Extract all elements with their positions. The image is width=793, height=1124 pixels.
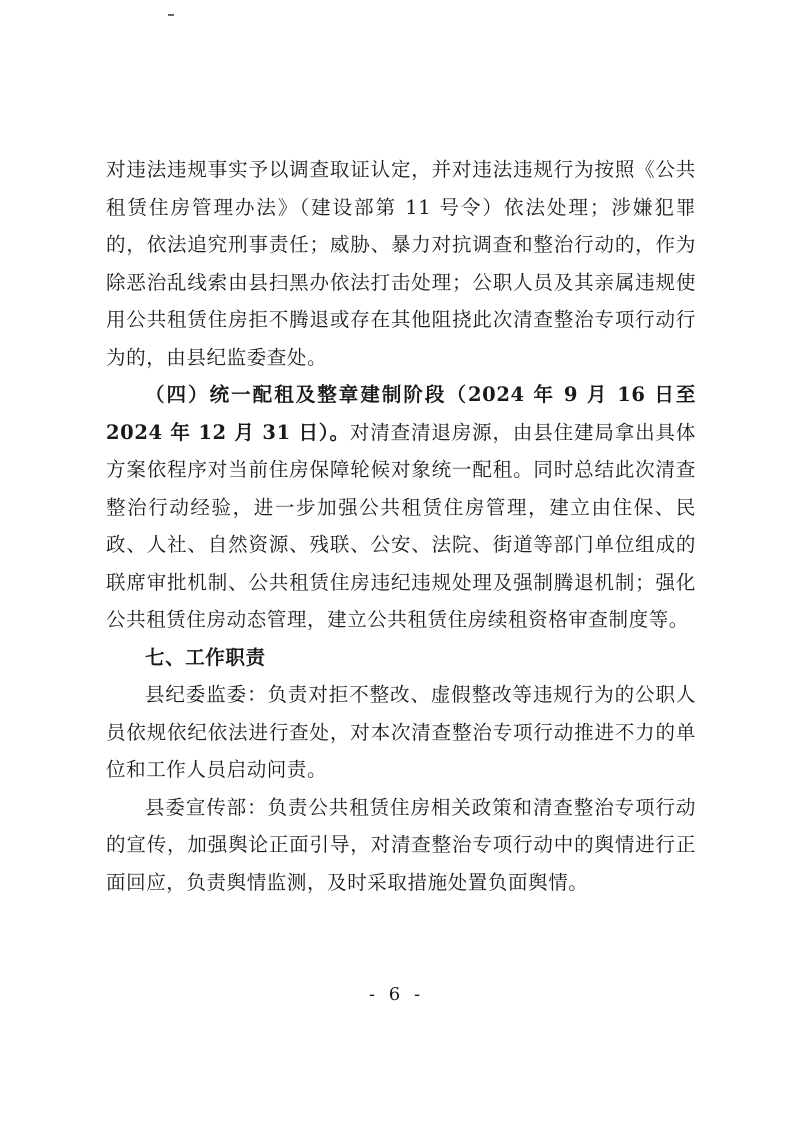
section-heading-duties: 七、工作职责 [145, 645, 266, 669]
stage-four-text: 对清查清退房源，由县住建局拿出具体方案依程序对当前住房保障轮候对象统一配租。同时总结此次清查整治行动经验，进一步加强公共租赁住房管理，建立由住保、民政、人社、自然资源、残联、公安、法院、街道等部门单位组成的联席审批机制、公共租赁住房违纪违规处理及强制腾退机制；强化公共租赁住房动态管理，建立公共租赁住房续租资格审查制度等。 [106, 420, 696, 631]
scan-mark [168, 14, 174, 16]
document-body [106, 151, 696, 901]
page-number: - 6 - [368, 984, 425, 1005]
paragraph-violation-handling: 对违法违规事实予以调查取证认定，并对违法违规行为按照《公共租赁住房管理办法》（建设部第 11 号令）依法处理；涉嫌犯罪的，依法追究刑事责任；威胁、暴力对抗调查和整治行动的，作为除恶治乱线索由县扫黑办依法打击处理；公职人员及其亲属违规使用公共租赁住房拒不腾退或存在其他阻挠此次清查整治专项行动行为的，由县纪监委查处。 [106, 158, 696, 369]
paragraph-propaganda-department: 县委宣传部：负责公共租赁住房相关政策和清查整治专项行动的宣传，加强舆论正面引导，对清查整治专项行动中的舆情进行正面回应，负责舆情监测，及时采取措施处置负面舆情。 [106, 795, 696, 894]
paragraph-discipline-commission: 县纪委监委：负责对拒不整改、虚假整改等违规行为的公职人员依规依纪依法进行查处，对本次清查整治专项行动推进不力的单位和工作人员启动问责。 [106, 683, 696, 781]
stage-four-title: （四）统一配租及整章建制阶段（2024 年 9 月 16 日至 2024 年 12 月 31 日）。 [106, 383, 696, 444]
paragraph-stage-four [106, 376, 696, 639]
